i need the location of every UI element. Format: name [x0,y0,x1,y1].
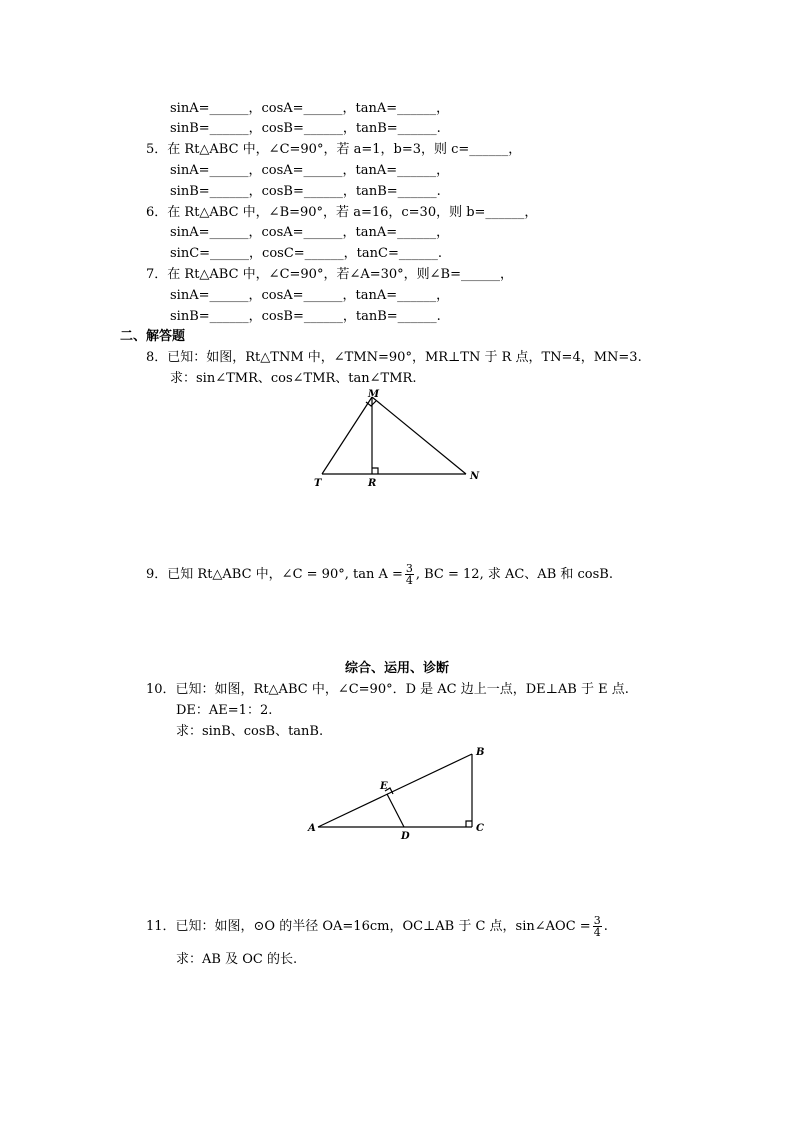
q11-ask: 求：AB 及 OC 的长. [176,952,298,967]
label-e: E [380,781,388,792]
q7-sin-row: sinA=______，cosA=______，tanA=______， [170,288,450,303]
fraction-numerator: 3 [405,562,413,575]
label-b: B [476,747,485,758]
label-r: R [368,478,377,489]
q5-sinb-row: sinB=______，cosB=______，tanB=______. [170,184,441,199]
figure-triangle-abc [300,740,500,845]
q10-text: 10．已知：如图，Rt△ABC 中，∠C=90°．D 是 AC 边上一点，DE⊥AB 于 E 点. [146,682,629,697]
label-t: T [314,478,322,489]
q8-text: 8．已知：如图，Rt△TNM 中，∠TMN=90°，MR⊥TN 于 R 点，TN=4，MN=3. [146,350,642,365]
section-title: 综合、运用、诊断 [344,661,449,676]
q5-text: 5．在 Rt△ABC 中，∠C=90°，若 a=1，b=3，则 c=______， [146,142,522,157]
fraction-denominator: 4 [405,574,413,587]
fraction-numerator: 3 [593,914,601,927]
q10-ask: 求：sinB、cosB、tanB. [176,724,324,739]
label-c: C [476,823,484,834]
label-a: A [308,823,316,834]
q4-sin-row: sinA=______，cosA=______，tanA=______， [170,101,450,116]
q9-text-start: 9．已知 Rt△ABC 中，∠C = 90°, tan A = [146,567,403,582]
q11-text-end: . [603,919,608,934]
fraction-denominator: 4 [593,926,601,939]
q8-ask: 求：sin∠TMR、cos∠TMR、tan∠TMR. [170,371,417,386]
q7-sinb-row: sinB=______，cosB=______，tanB=______. [170,309,441,324]
figure-triangle-tmn [300,385,500,490]
q9-text-end: , BC = 12, 求 AC、AB 和 cosB. [415,567,613,582]
q7-text: 7．在 Rt△ABC 中，∠C=90°，若∠A=30°，则∠B=______， [146,267,514,282]
q4-sinb-row: sinB=______，cosB=______，tanB=______. [170,121,441,136]
label-n: N [470,471,480,482]
section-heading: 二、解答题 [120,329,186,344]
q6-text: 6．在 Rt△ABC 中，∠B=90°，若 a=16，c=30，则 b=______， [146,205,538,220]
q6-sinc-row: sinC=______，cosC=______，tanC=______. [170,246,442,261]
fraction-three-quarters [593,915,602,938]
q6-sin-row: sinA=______，cosA=______，tanA=______， [170,225,450,240]
fraction-three-quarters [405,563,414,586]
q10-ratio: DE：AE=1：2. [176,703,273,718]
q11-text-start: 11．已知：如图，⊙O 的半径 OA=16cm，OC⊥AB 于 C 点，sin∠AOC = [146,919,591,934]
label-d: D [401,831,410,842]
q11-text [146,912,608,942]
q5-sin-row: sinA=______，cosA=______，tanA=______， [170,163,450,178]
label-m: M [368,389,380,400]
q9-text [146,560,613,590]
